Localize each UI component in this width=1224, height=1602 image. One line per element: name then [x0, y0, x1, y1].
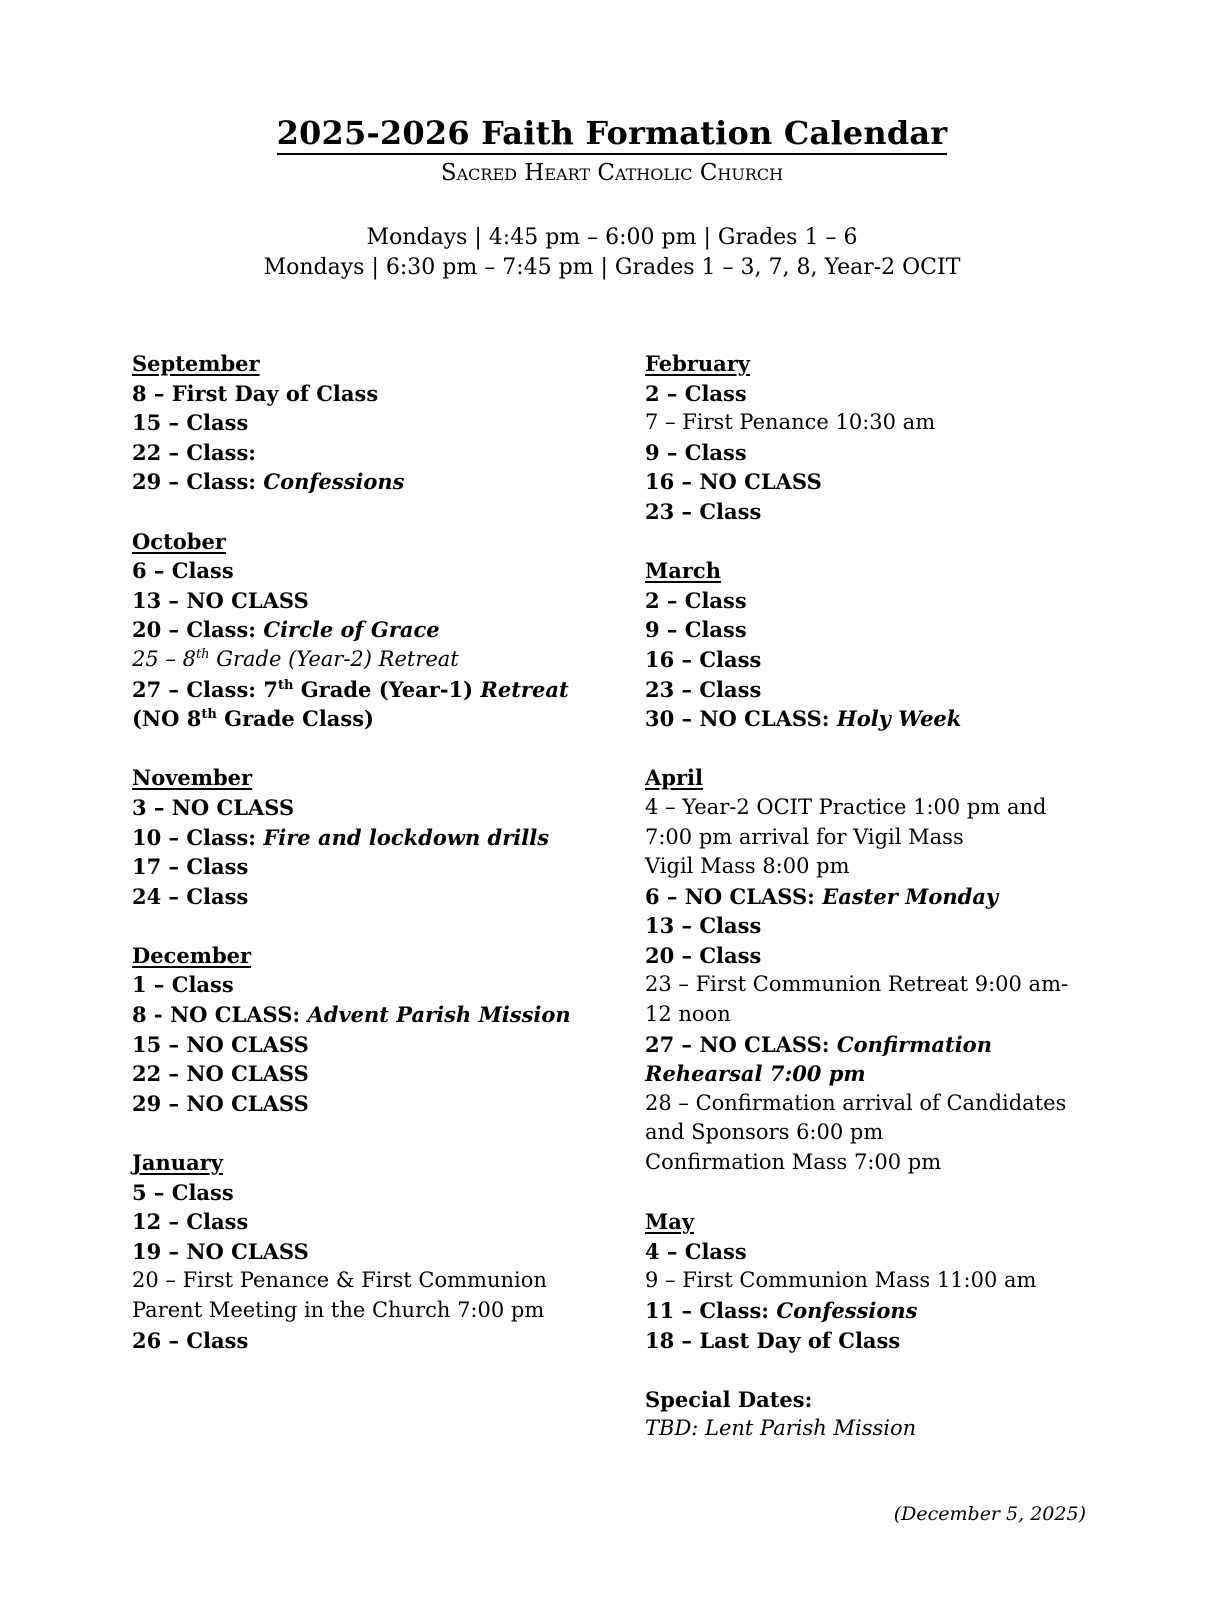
calendar-entry: 15 – NO CLASS: [132, 1031, 309, 1057]
calendar-entry: 5 – Class: [132, 1179, 234, 1205]
calendar-entry: 9 – Class: [645, 439, 747, 465]
month-january: [132, 1148, 592, 1355]
calendar-entry: 24 – Class: [132, 883, 249, 909]
month-heading: April: [645, 765, 703, 791]
calendar-entry: Confirmation Mass 7:00 pm: [645, 1150, 942, 1175]
calendar-entry: 4 – Class: [645, 1238, 747, 1264]
calendar-entry: 28 – Confirmation arrival of Candidates: [645, 1090, 1067, 1115]
church-name: Sacred Heart Catholic Church: [440, 160, 784, 186]
calendar-entry: 30 – NO CLASS: Holy Week: [645, 706, 962, 732]
calendar-entry: 20 – Class: Circle of Grace: [132, 617, 440, 643]
calendar-entry: Rehearsal 7:00 pm: [645, 1061, 866, 1087]
calendar-entry: 27 – NO CLASS: Confirmation: [645, 1031, 992, 1057]
calendar-entry: Parent Meeting in the Church 7:00 pm: [132, 1298, 545, 1322]
month-heading: January: [132, 1150, 223, 1176]
month-december: [132, 941, 592, 1119]
calendar-entry: 20 – Class: [645, 942, 762, 968]
month-october: [132, 527, 592, 734]
calendar-entry: 22 – Class:: [132, 439, 257, 465]
month-march: [645, 556, 1105, 734]
calendar-entry: 16 – NO CLASS: [645, 469, 822, 495]
calendar-entry: 16 – Class: [645, 646, 762, 672]
special-dates: [645, 1385, 1105, 1444]
calendar-entry: TBD: Lent Parish Mission: [645, 1416, 917, 1441]
calendar-entry: 20 – First Penance & First Communion: [132, 1268, 547, 1293]
month-may: [645, 1207, 1105, 1355]
calendar-entry: Vigil Mass 8:00 pm: [645, 854, 850, 879]
calendar-entry: 26 – Class: [132, 1327, 249, 1353]
page-title: 2025-2026 Faith Formation Calendar: [0, 114, 1224, 152]
calendar-entry: 9 – First Communion Mass 11:00 am: [645, 1268, 1037, 1293]
calendar-entry: 29 – Class: Confessions: [132, 469, 405, 495]
calendar-entry: 9 – Class: [645, 617, 747, 643]
calendar-entry: 10 – Class: Fire and lockdown drills: [132, 824, 550, 850]
calendar-entry: 7 – First Penance 10:30 am: [645, 410, 936, 435]
schedule-line-2: Mondays | 6:30 pm – 7:45 pm | Grades 1 – 3, 7, 8, Year-2 OCIT: [263, 255, 961, 280]
calendar-entry: 12 – Class: [132, 1209, 249, 1235]
calendar-entry: 6 – NO CLASS: Easter Monday: [645, 883, 999, 909]
calendar-entry: 15 – Class: [132, 410, 249, 436]
calendar-entry: 13 – NO CLASS: [132, 587, 309, 613]
right-column: [645, 349, 1105, 1444]
calendar-entry: 3 – NO CLASS: [132, 794, 295, 820]
month-heading: May: [645, 1209, 695, 1235]
month-september: [132, 349, 592, 497]
calendar-entry: 27 – Class: 7th Grade (Year-1) Retreat: [132, 676, 569, 702]
calendar-entry: 22 – NO CLASS: [132, 1061, 309, 1087]
month-heading: November: [132, 765, 253, 791]
calendar-entry: 23 – Class: [645, 498, 762, 524]
calendar-entry: 23 – Class: [645, 676, 762, 702]
calendar-entry: 8 – First Day of Class: [132, 380, 379, 406]
calendar-entry: 4 – Year-2 OCIT Practice 1:00 pm and: [645, 794, 1047, 819]
calendar-entry: 2 – Class: [645, 380, 747, 406]
month-heading: December: [132, 942, 252, 968]
month-november: [132, 763, 592, 911]
month-heading: March: [645, 558, 721, 584]
calendar-entry: 11 – Class: Confessions: [645, 1298, 918, 1323]
calendar-entry: 23 – First Communion Retreat 9:00 am-: [645, 972, 1069, 997]
calendar-entry: 7:00 pm arrival for Vigil Mass: [645, 824, 964, 849]
calendar-entry: 19 – NO CLASS: [132, 1238, 309, 1264]
month-heading: October: [132, 528, 226, 554]
calendar-entry: 1 – Class: [132, 972, 234, 998]
special-dates-heading: Special Dates:: [645, 1386, 813, 1412]
calendar-entry: 29 – NO CLASS: [132, 1090, 309, 1116]
revision-date: (December 5, 2025): [893, 1503, 1086, 1525]
calendar-entry: and Sponsors 6:00 pm: [645, 1120, 884, 1145]
month-heading: February: [645, 351, 751, 376]
calendar-entry: 8 - NO CLASS: Advent Parish Mission: [132, 1002, 571, 1028]
calendar-entry: (NO 8th Grade Class): [132, 706, 374, 732]
calendar-entry: 13 – Class: [645, 913, 762, 939]
calendar-entry: 18 – Last Day of Class: [645, 1327, 901, 1353]
month-february: [645, 349, 1105, 527]
calendar-entry: 25 – 8th Grade (Year-2) Retreat: [132, 646, 459, 671]
month-april: [645, 763, 1105, 1177]
schedule-line-1: Mondays | 4:45 pm – 6:00 pm | Grades 1 – 6: [366, 225, 858, 250]
calendar-entry: 12 noon: [645, 1002, 731, 1027]
calendar-entry: 2 – Class: [645, 587, 747, 613]
left-column: [132, 349, 592, 1355]
calendar-entry: 6 – Class: [132, 558, 234, 584]
calendar-entry: 17 – Class: [132, 854, 249, 880]
month-heading: September: [132, 351, 260, 376]
